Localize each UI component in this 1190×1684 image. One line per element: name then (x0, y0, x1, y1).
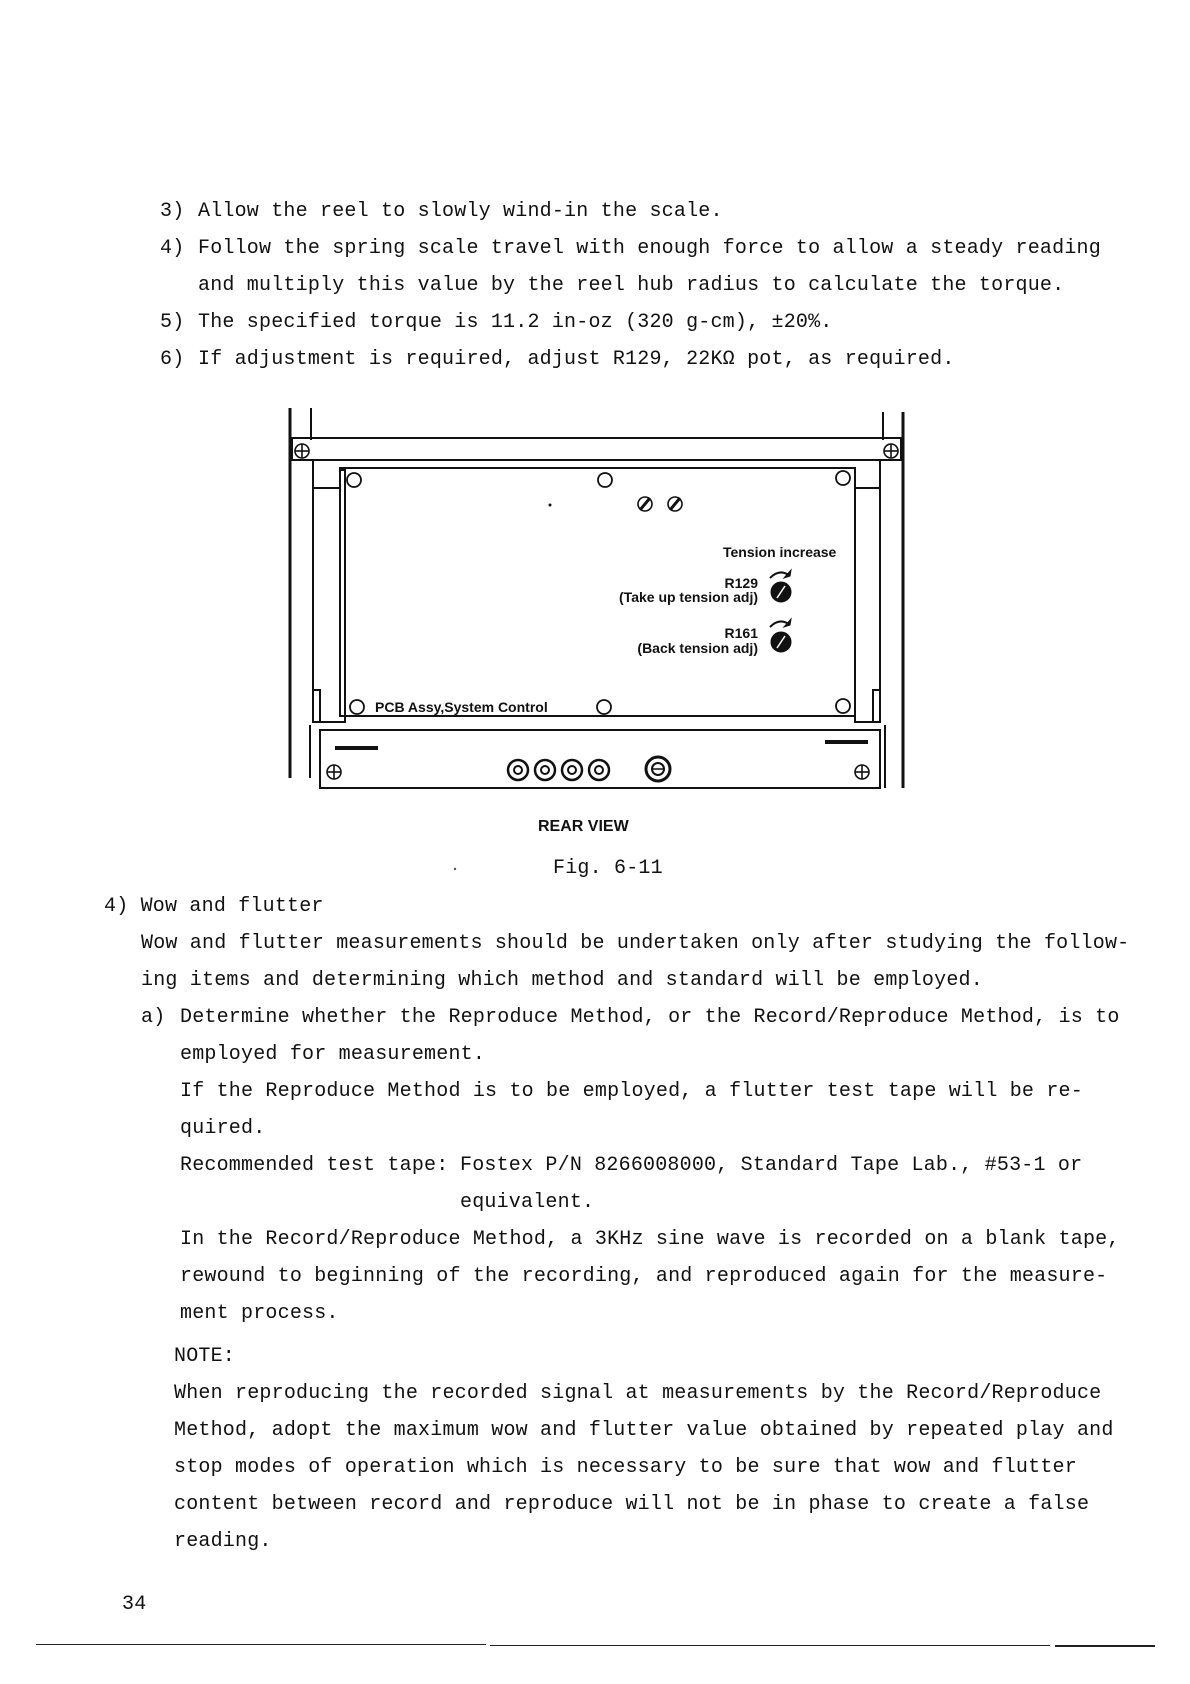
pcb-hole (347, 473, 361, 487)
record-line-3: ment process. (180, 1302, 339, 1325)
r129-label: R129 (724, 575, 758, 591)
note-line-4: content between record and reproduce will not be in phase to create a false (174, 1493, 1090, 1516)
step-number: 4) (160, 237, 185, 260)
page-number: 34 (122, 1593, 147, 1616)
footer-rule-right (1055, 1645, 1155, 1647)
recommended-continuation: equivalent. (460, 1191, 595, 1214)
intro-line-2: ing items and determining which method and standard will be employed. (141, 969, 983, 992)
rack-screw-bottom-right (855, 765, 869, 779)
recommended-value: Fostex P/N 8266008000, Standard Tape Lab., #53-1 or (460, 1154, 1083, 1177)
record-line-2: rewound to beginning of the recording, and reproduced again for the measure- (180, 1265, 1108, 1288)
rack-screw-top-right (884, 444, 898, 458)
r129-pot (770, 570, 791, 602)
recommended-label: Recommended test tape: (180, 1154, 449, 1177)
note-label: NOTE: (174, 1345, 236, 1368)
right-chassis-frame (855, 460, 880, 722)
footer-rule-left (36, 1644, 486, 1645)
rear-view-label: REAR VIEW (538, 818, 629, 835)
item-a-number: a) (141, 1006, 166, 1029)
rack-screw-bottom-left (327, 765, 341, 779)
r161-label: R161 (724, 625, 758, 641)
pcb-hole (350, 700, 364, 714)
pcb-hole (836, 471, 850, 485)
rack-screw-top-left (295, 444, 309, 458)
figure-caption: Fig. 6-11 (553, 857, 663, 880)
footer-rule-mid (490, 1645, 1050, 1646)
reproduce-line-2: quired. (180, 1117, 266, 1140)
note-line-3: stop modes of operation which is necessary to be sure that wow and flutter (174, 1456, 1077, 1479)
r129-description: (Take up tension adj) (619, 589, 758, 605)
tension-increase-label: Tension increase (723, 544, 837, 560)
r161-description: (Back tension adj) (637, 640, 758, 656)
record-line-1: In the Record/Reproduce Method, a 3KHz sine wave is recorded on a blank tape, (180, 1228, 1120, 1251)
step-text: The specified torque is 11.2 in-oz (320 g-cm), ±20%. (198, 311, 833, 334)
multi-pin-connector (646, 757, 670, 781)
step-4-continuation: and multiply this value by the reel hub radius to calculate the torque. (198, 274, 1065, 297)
step-number: 5) (160, 311, 185, 334)
note-line-2: Method, adopt the maximum wow and flutter value obtained by repeated play and (174, 1419, 1114, 1442)
jack-connectors (508, 760, 609, 780)
pcb-assy-label: PCB Assy,System Control (375, 699, 548, 715)
section-heading: 4) Wow and flutter (104, 895, 324, 918)
pcb-hole (598, 473, 612, 487)
pcb-hole (597, 700, 611, 714)
step-text: If adjustment is required, adjust R129, 22KΩ pot, as required. (198, 348, 955, 371)
reproduce-line-1: If the Reproduce Method is to be employed, a flutter test tape will be re- (180, 1080, 1083, 1103)
item-a-line-2: employed for measurement. (180, 1043, 486, 1066)
item-a-line-1: Determine whether the Reproduce Method, or the Record/Reproduce Method, is to (180, 1006, 1120, 1029)
pcb-hole (836, 699, 850, 713)
top-bar (292, 438, 901, 460)
note-line-5: reading. (174, 1530, 272, 1553)
step-number: 6) (160, 348, 185, 371)
intro-line-1: Wow and flutter measurements should be undertaken only after studying the follow- (141, 932, 1130, 955)
step-number: 3) (160, 200, 185, 223)
note-line-1: When reproducing the recorded signal at measurements by the Record/Reproduce (174, 1382, 1102, 1405)
r161-pot (770, 619, 791, 652)
step-text: Allow the reel to slowly wind-in the scale. (198, 200, 723, 223)
hatched-components (638, 497, 682, 511)
step-text: Follow the spring scale travel with enough force to allow a steady reading (198, 237, 1101, 260)
